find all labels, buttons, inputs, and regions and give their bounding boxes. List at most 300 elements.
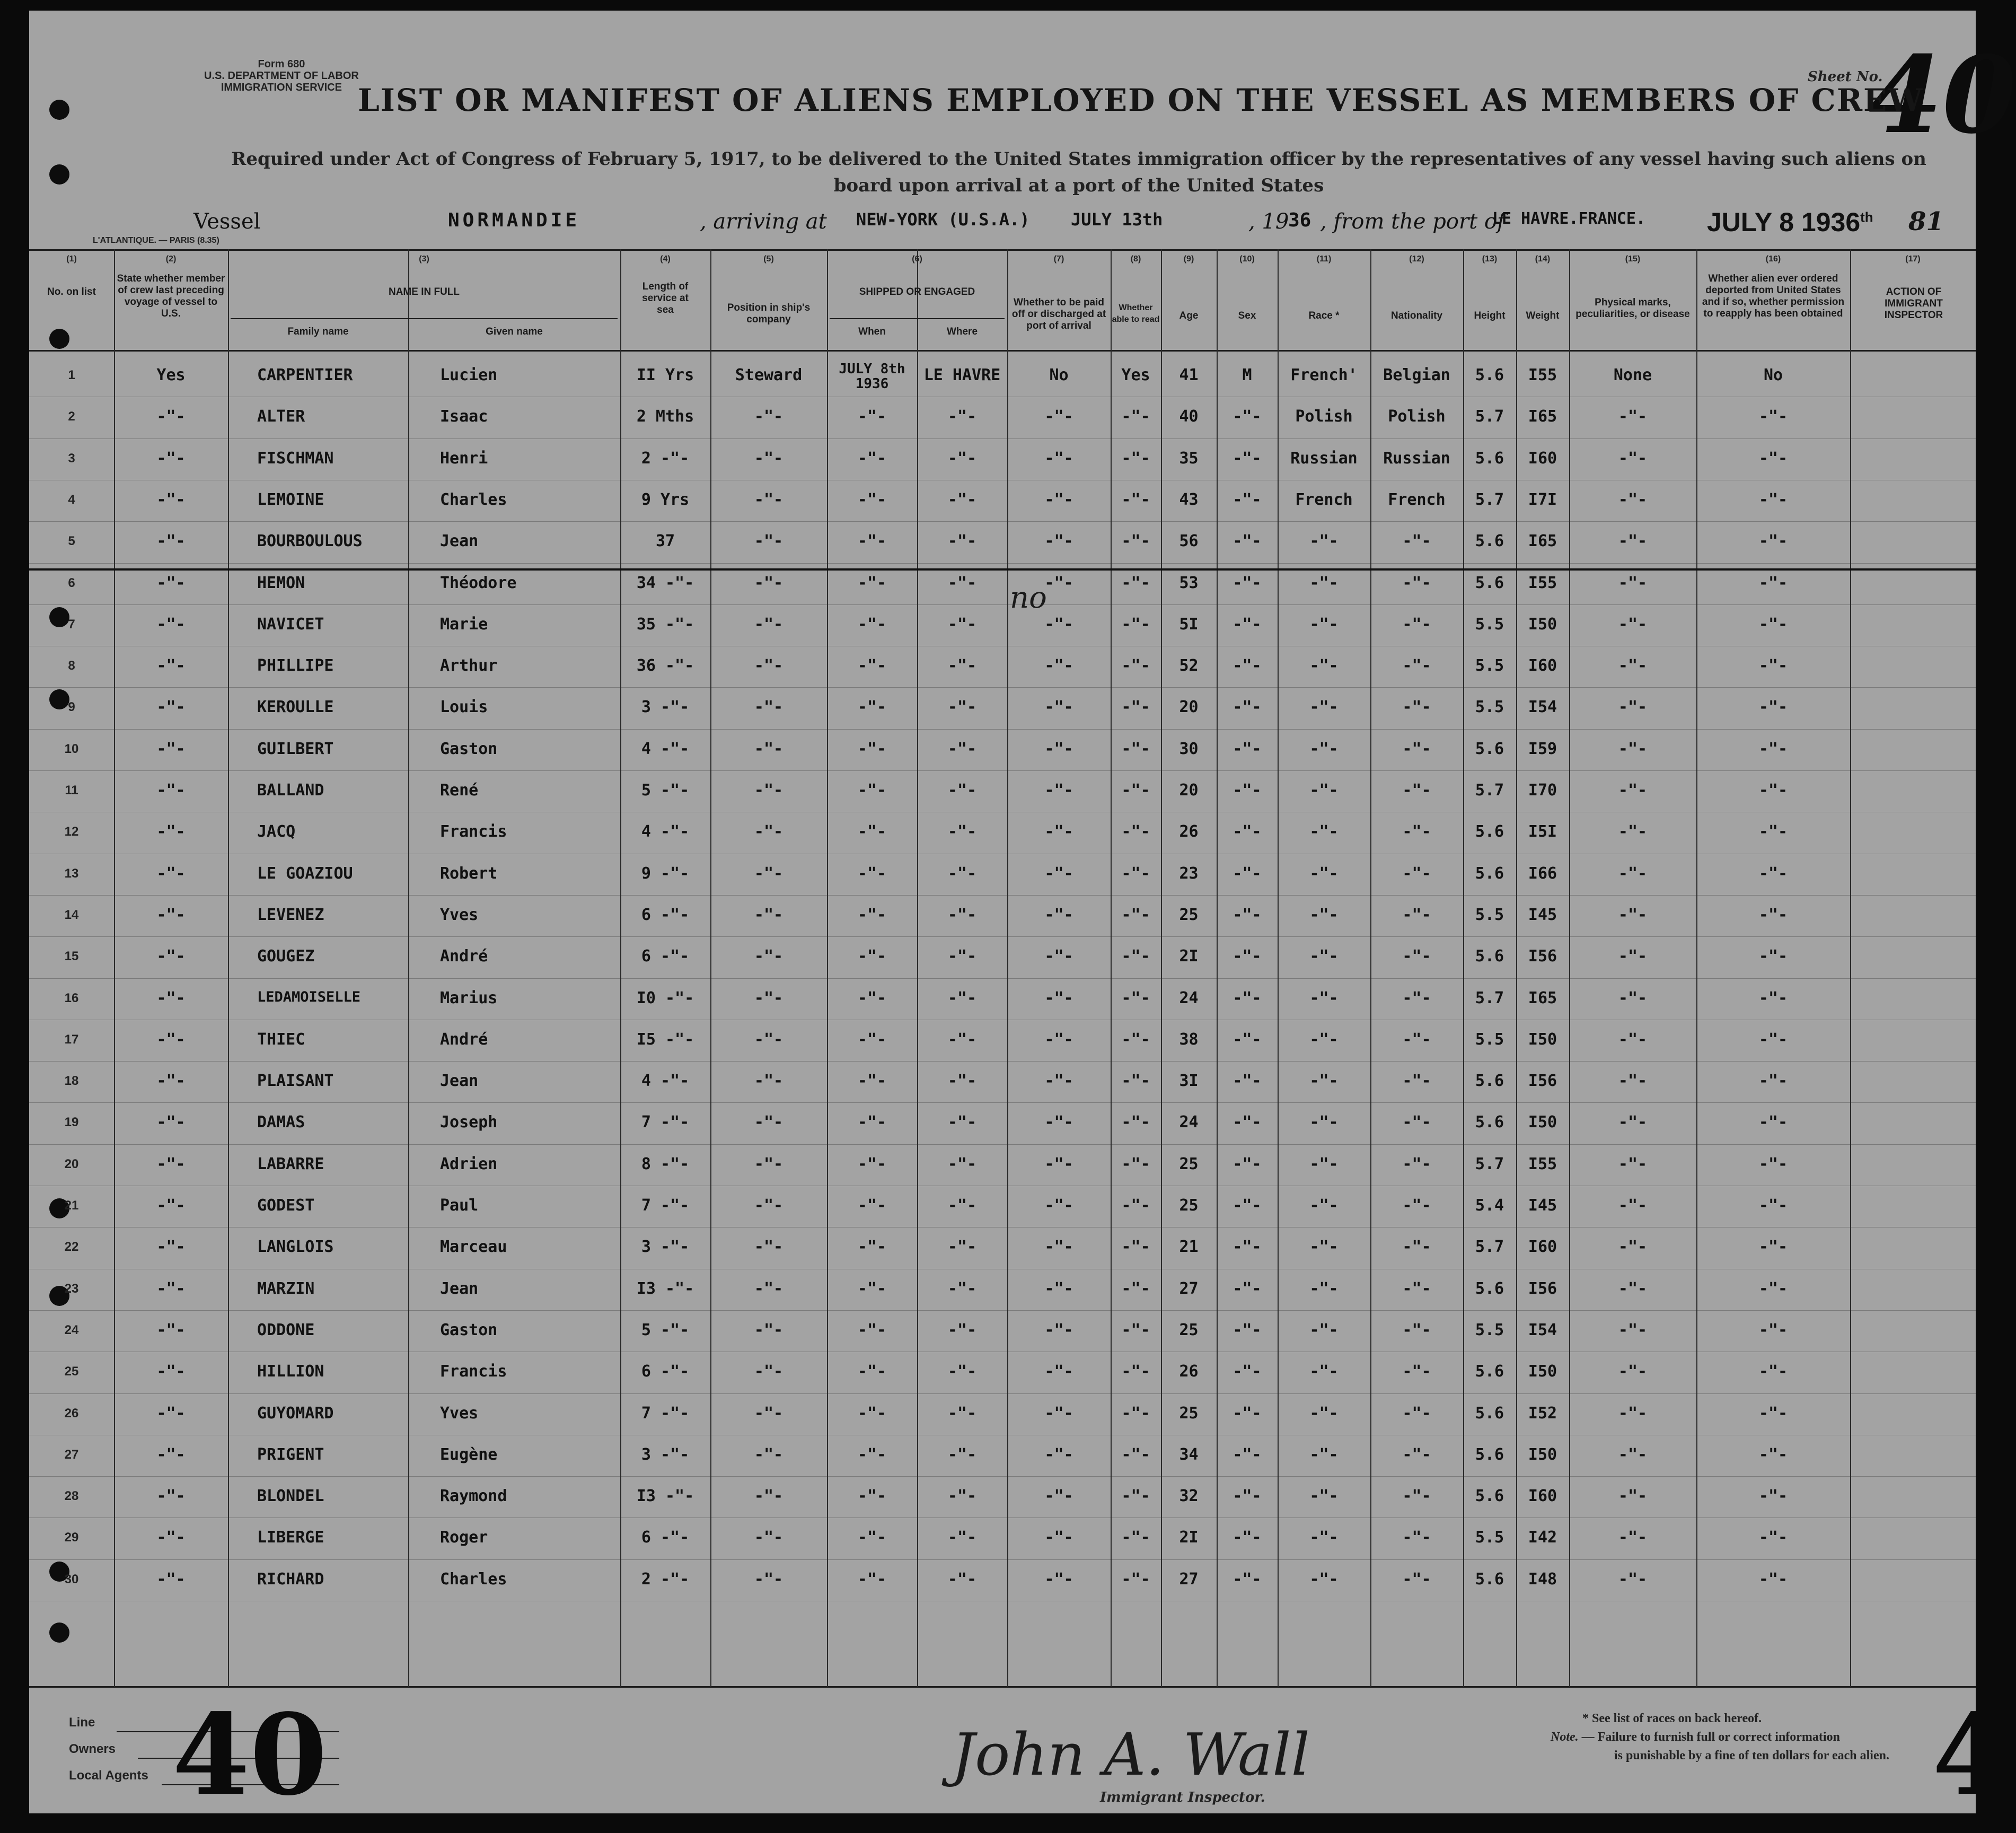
cell-paid: -"- xyxy=(1044,407,1073,426)
cell-service: 5 -"- xyxy=(641,781,690,800)
cell-family: BOURBOULOUS xyxy=(257,532,363,550)
cell-paid: -"- xyxy=(1044,906,1073,924)
cell-service: 6 -"- xyxy=(641,947,690,966)
cell-marks: None xyxy=(1613,366,1652,384)
cell-marks: -"- xyxy=(1618,407,1648,426)
sheet-number-label: Sheet No. xyxy=(1808,69,1883,85)
cell-marks: -"- xyxy=(1618,989,1648,1007)
cell-position: -"- xyxy=(754,407,783,426)
cell-paid: No xyxy=(1049,366,1069,384)
cell-marks: -"- xyxy=(1618,1030,1648,1049)
cell-sex: -"- xyxy=(1233,698,1262,716)
cell-weight: I54 xyxy=(1528,1321,1557,1339)
cell-family: BALLAND xyxy=(257,781,324,800)
cell-marks: -"- xyxy=(1618,947,1648,966)
cell-sex: -"- xyxy=(1233,574,1262,592)
cell-height: 5.7 xyxy=(1475,407,1504,426)
date-stamp xyxy=(1707,207,1873,238)
cell-position: -"- xyxy=(754,1362,783,1381)
cell-service: 35 -"- xyxy=(636,615,694,634)
cell-weight: I60 xyxy=(1528,1238,1557,1256)
cell-when: -"- xyxy=(857,1445,887,1464)
col-num-1: (1) xyxy=(66,255,77,264)
cell-nationality: -"- xyxy=(1402,615,1431,634)
column-rule xyxy=(228,249,229,1687)
cell-prev: -"- xyxy=(156,989,186,1007)
cell-age: 26 xyxy=(1179,822,1199,841)
cell-marks: -"- xyxy=(1618,864,1648,883)
cell-paid: -"- xyxy=(1044,656,1073,675)
table-top-rule xyxy=(29,249,1976,251)
cell-prev: -"- xyxy=(156,615,186,634)
cell-sex: -"- xyxy=(1233,1487,1262,1505)
cell-given: Gaston xyxy=(440,740,498,758)
cell-age: 35 xyxy=(1179,449,1199,468)
col-num-14: (14) xyxy=(1535,255,1551,264)
cell-position: -"- xyxy=(754,947,783,966)
cell-age: 25 xyxy=(1179,1321,1199,1339)
cell-when: -"- xyxy=(857,1238,887,1256)
cell-read: -"- xyxy=(1121,1279,1150,1298)
cell-position: -"- xyxy=(754,1072,783,1090)
col-num-11: (11) xyxy=(1316,255,1332,264)
col-sub-given: Given name xyxy=(486,326,543,337)
row-number: 18 xyxy=(64,1074,79,1088)
cell-sex: -"- xyxy=(1233,1362,1262,1381)
cell-age: 27 xyxy=(1179,1279,1199,1298)
cell-prev: -"- xyxy=(156,407,186,426)
cell-age: 25 xyxy=(1179,906,1199,924)
cell-position: -"- xyxy=(754,781,783,800)
cell-position: -"- xyxy=(754,1030,783,1049)
cell-prev: -"- xyxy=(156,906,186,924)
cell-deported: -"- xyxy=(1758,615,1788,634)
cell-age: 24 xyxy=(1179,1113,1199,1132)
cell-nationality: -"- xyxy=(1402,822,1431,841)
cell-read: -"- xyxy=(1121,1113,1150,1132)
cell-service: 37 xyxy=(655,532,675,550)
form-number-block xyxy=(204,58,359,93)
cell-family: MARZIN xyxy=(257,1279,315,1298)
cell-age: 23 xyxy=(1179,864,1199,883)
cell-position: -"- xyxy=(754,1321,783,1339)
cell-given: André xyxy=(440,947,488,966)
cell-height: 5.5 xyxy=(1475,698,1504,716)
cell-when: -"- xyxy=(857,1321,887,1339)
cell-marks: -"- xyxy=(1618,906,1648,924)
col-label-17: ACTION OF IMMIGRANT INSPECTOR xyxy=(1884,286,1943,321)
cell-height: 5.6 xyxy=(1475,1113,1504,1132)
cell-family: DAMAS xyxy=(257,1113,305,1132)
cell-race: Polish xyxy=(1295,407,1353,426)
cell-marks: -"- xyxy=(1618,615,1648,634)
cell-prev: -"- xyxy=(156,864,186,883)
cell-nationality: Polish xyxy=(1388,407,1446,426)
cell-service: 9 -"- xyxy=(641,864,690,883)
cell-height: 5.6 xyxy=(1475,1404,1504,1423)
cell-prev: -"- xyxy=(156,656,186,675)
cell-position: -"- xyxy=(754,1155,783,1173)
col-label-15: Physical marks, peculiarities, or disease xyxy=(1575,297,1690,320)
row-number: 28 xyxy=(64,1489,79,1503)
cell-paid: -"- xyxy=(1044,1279,1073,1298)
cell-race: -"- xyxy=(1309,1072,1339,1090)
cell-when: -"- xyxy=(857,1113,887,1132)
cell-race: -"- xyxy=(1309,1487,1339,1505)
cell-given: Louis xyxy=(440,698,488,716)
cell-paid: -"- xyxy=(1044,1072,1073,1090)
row-number: 26 xyxy=(64,1406,79,1420)
row-number: 12 xyxy=(64,825,79,839)
cell-deported: -"- xyxy=(1758,698,1788,716)
cell-marks: -"- xyxy=(1618,1487,1648,1505)
row-rule xyxy=(29,770,1976,771)
cell-weight: I65 xyxy=(1528,532,1557,550)
cell-height: 5.6 xyxy=(1475,1570,1504,1589)
col-label-5: Position in ship's company xyxy=(727,302,811,325)
cell-prev: -"- xyxy=(156,490,186,509)
cell-service: I3 -"- xyxy=(636,1487,694,1505)
cell-deported: -"- xyxy=(1758,1155,1788,1173)
cell-weight: I59 xyxy=(1528,740,1557,758)
cell-given: Arthur xyxy=(440,656,498,675)
cell-nationality: -"- xyxy=(1402,864,1431,883)
cell-family: LEDAMOISELLE xyxy=(257,989,361,1005)
row-rule xyxy=(29,1102,1976,1103)
cell-where: -"- xyxy=(947,1570,977,1589)
cell-race: -"- xyxy=(1309,698,1339,716)
races-note: * See list of races on back hereof. xyxy=(1582,1712,1762,1725)
cell-read: -"- xyxy=(1121,698,1150,716)
cell-given: Paul xyxy=(440,1196,479,1215)
punch-hole xyxy=(49,1622,69,1643)
cell-nationality: Russian xyxy=(1383,449,1450,468)
cell-age: 2I xyxy=(1179,947,1199,966)
cell-height: 5.6 xyxy=(1475,740,1504,758)
cell-prev: -"- xyxy=(156,1279,186,1298)
cell-given: Marius xyxy=(440,989,498,1007)
cell-weight: I55 xyxy=(1528,574,1557,592)
cell-weight: I66 xyxy=(1528,864,1557,883)
cell-read: -"- xyxy=(1121,532,1150,550)
cell-height: 5.6 xyxy=(1475,449,1504,468)
col-sub-where: Where xyxy=(946,326,978,337)
cell-position: -"- xyxy=(754,1196,783,1215)
handwritten-no: no xyxy=(1010,581,1047,615)
cell-paid: -"- xyxy=(1044,1362,1073,1381)
cell-read: -"- xyxy=(1121,1072,1150,1090)
cell-where: -"- xyxy=(947,1113,977,1132)
row-number: 8 xyxy=(68,659,75,673)
cell-where: -"- xyxy=(947,698,977,716)
cell-given: André xyxy=(440,1030,488,1049)
cell-where: -"- xyxy=(947,864,977,883)
cell-weight: I7I xyxy=(1528,490,1557,509)
cell-sex: -"- xyxy=(1233,532,1262,550)
cell-weight: I50 xyxy=(1528,1030,1557,1049)
cell-service: 7 -"- xyxy=(641,1404,690,1423)
cell-where: -"- xyxy=(947,449,977,468)
table-bottom-rule xyxy=(29,1686,1976,1688)
cell-position: -"- xyxy=(754,698,783,716)
cell-nationality: -"- xyxy=(1402,1487,1431,1505)
punch-hole xyxy=(49,100,69,120)
line-label: Line xyxy=(69,1715,95,1730)
cell-paid: -"- xyxy=(1044,1487,1073,1505)
cell-where: -"- xyxy=(947,1321,977,1339)
service-name: IMMIGRATION SERVICE xyxy=(221,82,342,93)
cell-where: -"- xyxy=(947,1528,977,1547)
cell-position: -"- xyxy=(754,1279,783,1298)
page-title: LIST OR MANIFEST OF ALIENS EMPLOYED ON THE VESSEL AS MEMBERS OF CREW xyxy=(358,82,1924,118)
cell-given: Eugène xyxy=(440,1445,498,1464)
cell-family: HILLION xyxy=(257,1362,324,1381)
arrival-date: JULY 13th xyxy=(1071,209,1163,230)
row-rule xyxy=(29,1393,1976,1394)
cell-when: -"- xyxy=(857,1196,887,1215)
row-number: 2 xyxy=(68,409,75,424)
arriving-label: , arriving at xyxy=(700,209,827,234)
cell-given: Joseph xyxy=(440,1113,498,1132)
cell-read: -"- xyxy=(1121,574,1150,592)
cell-family: LABARRE xyxy=(257,1155,324,1173)
cell-read: -"- xyxy=(1121,1404,1150,1423)
cell-where: -"- xyxy=(947,1155,977,1173)
cell-age: 20 xyxy=(1179,781,1199,800)
cell-prev: -"- xyxy=(156,1155,186,1173)
cell-when: -"- xyxy=(857,574,887,592)
cell-deported: -"- xyxy=(1758,1362,1788,1381)
cell-sex: -"- xyxy=(1233,781,1262,800)
cell-weight: I60 xyxy=(1528,449,1557,468)
cell-deported: -"- xyxy=(1758,1113,1788,1132)
cell-family: NAVICET xyxy=(257,615,324,634)
list-identifier: 81 xyxy=(1908,207,1944,236)
cell-marks: -"- xyxy=(1618,532,1648,550)
cell-service: 6 -"- xyxy=(641,906,690,924)
cell-paid: -"- xyxy=(1044,1238,1073,1256)
cell-prev: -"- xyxy=(156,1404,186,1423)
cell-nationality: French xyxy=(1388,490,1446,509)
cell-when: -"- xyxy=(857,1279,887,1298)
cell-weight: I65 xyxy=(1528,989,1557,1007)
row-rule xyxy=(29,1559,1976,1560)
cell-prev: -"- xyxy=(156,1487,186,1505)
cell-nationality: -"- xyxy=(1402,1030,1431,1049)
cell-height: 5.5 xyxy=(1475,906,1504,924)
cell-race: -"- xyxy=(1309,656,1339,675)
col-label-13: Height xyxy=(1474,310,1506,321)
cell-position: -"- xyxy=(754,906,783,924)
cell-age: 26 xyxy=(1179,1362,1199,1381)
cell-family: GUILBERT xyxy=(257,740,334,758)
cell-paid: -"- xyxy=(1044,615,1073,634)
col-label-6: SHIPPED OR ENGAGED xyxy=(859,286,975,297)
cell-read: -"- xyxy=(1121,615,1150,634)
cell-deported: -"- xyxy=(1758,1030,1788,1049)
date-stamp-sup: th xyxy=(1860,209,1873,225)
cell-paid: -"- xyxy=(1044,1030,1073,1049)
cell-race: -"- xyxy=(1309,906,1339,924)
cell-marks: -"- xyxy=(1618,1113,1648,1132)
row-number: 29 xyxy=(64,1530,79,1545)
cell-read: -"- xyxy=(1121,490,1150,509)
row-number: 30 xyxy=(64,1572,79,1586)
cell-family: CARPENTIER xyxy=(257,366,353,384)
cell-sex: -"- xyxy=(1233,947,1262,966)
cell-sex: M xyxy=(1242,366,1252,384)
cell-paid: -"- xyxy=(1044,1445,1073,1464)
col-num-9: (9) xyxy=(1183,255,1194,264)
cell-family: GODEST xyxy=(257,1196,315,1215)
cell-paid: -"- xyxy=(1044,947,1073,966)
cell-paid: -"- xyxy=(1044,1196,1073,1215)
cell-weight: I55 xyxy=(1528,1155,1557,1173)
cell-when: -"- xyxy=(857,781,887,800)
cell-position: -"- xyxy=(754,656,783,675)
cell-given: Francis xyxy=(440,1362,507,1381)
row-number: 27 xyxy=(64,1448,79,1462)
cell-where: -"- xyxy=(947,1487,977,1505)
cell-deported: No xyxy=(1763,366,1783,384)
cell-age: 20 xyxy=(1179,698,1199,716)
cell-marks: -"- xyxy=(1618,449,1648,468)
cell-race: -"- xyxy=(1309,1196,1339,1215)
cell-race: -"- xyxy=(1309,1155,1339,1173)
cell-sex: -"- xyxy=(1233,1155,1262,1173)
inspector-label: Immigrant Inspector. xyxy=(1100,1790,1265,1805)
cell-sex: -"- xyxy=(1233,449,1262,468)
cell-age: 41 xyxy=(1179,366,1199,384)
cell-family: THIEC xyxy=(257,1030,305,1049)
cell-prev: -"- xyxy=(156,1321,186,1339)
row-number: 16 xyxy=(64,991,79,1005)
cell-age: 2I xyxy=(1179,1528,1199,1547)
cell-when: -"- xyxy=(857,1030,887,1049)
table-header-rule xyxy=(29,350,1976,352)
cell-where: -"- xyxy=(947,947,977,966)
cell-deported: -"- xyxy=(1758,989,1788,1007)
cell-where: -"- xyxy=(947,532,977,550)
cell-nationality: -"- xyxy=(1402,1155,1431,1173)
cell-read: -"- xyxy=(1121,1155,1150,1173)
cell-when: -"- xyxy=(857,532,887,550)
cell-when: -"- xyxy=(857,1072,887,1090)
cell-service: 8 -"- xyxy=(641,1155,690,1173)
cell-sex: -"- xyxy=(1233,1321,1262,1339)
cell-deported: -"- xyxy=(1758,407,1788,426)
cell-race: -"- xyxy=(1309,781,1339,800)
cell-weight: I60 xyxy=(1528,656,1557,675)
cell-nationality: -"- xyxy=(1402,1196,1431,1215)
cell-prev: -"- xyxy=(156,781,186,800)
inspector-signature: John A. Wall xyxy=(952,1721,1310,1788)
cell-marks: -"- xyxy=(1618,1279,1648,1298)
cell-age: 38 xyxy=(1179,1030,1199,1049)
cell-family: ODDONE xyxy=(257,1321,315,1339)
cell-deported: -"- xyxy=(1758,656,1788,675)
cell-when: -"- xyxy=(857,864,887,883)
cell-read: -"- xyxy=(1121,740,1150,758)
cell-marks: -"- xyxy=(1618,490,1648,509)
row-number: 22 xyxy=(64,1240,79,1254)
cell-nationality: -"- xyxy=(1402,1238,1431,1256)
cell-age: 27 xyxy=(1179,1570,1199,1589)
vessel-label: Vessel xyxy=(193,209,261,234)
vessel-name: NORMANDIE xyxy=(448,209,580,231)
cell-race: -"- xyxy=(1309,1238,1339,1256)
cell-race: -"- xyxy=(1309,1528,1339,1547)
cell-age: 25 xyxy=(1179,1404,1199,1423)
cell-where: -"- xyxy=(947,1404,977,1423)
cell-prev: -"- xyxy=(156,1362,186,1381)
cell-height: 5.6 xyxy=(1475,1072,1504,1090)
cell-marks: -"- xyxy=(1618,1404,1648,1423)
row-5-strike-through xyxy=(29,568,1976,571)
cell-paid: -"- xyxy=(1044,574,1073,592)
cell-sex: -"- xyxy=(1233,1072,1262,1090)
cell-when: -"- xyxy=(857,1570,887,1589)
cell-position: -"- xyxy=(754,1113,783,1132)
cell-age: 43 xyxy=(1179,490,1199,509)
cell-family: BLONDEL xyxy=(257,1487,324,1505)
row-rule xyxy=(29,895,1976,896)
col-label-14: Weight xyxy=(1526,310,1560,321)
col-num-10: (10) xyxy=(1239,255,1255,264)
cell-prev: -"- xyxy=(156,1113,186,1132)
cell-where: -"- xyxy=(947,1279,977,1298)
cell-deported: -"- xyxy=(1758,1072,1788,1090)
cell-service: I5 -"- xyxy=(636,1030,694,1049)
col-label-3: NAME IN FULL xyxy=(388,286,460,297)
cell-age: 56 xyxy=(1179,532,1199,550)
cell-marks: -"- xyxy=(1618,822,1648,841)
cell-service: 6 -"- xyxy=(641,1362,690,1381)
cell-weight: I70 xyxy=(1528,781,1557,800)
cell-family: KEROULLE xyxy=(257,698,334,716)
cell-read: -"- xyxy=(1121,1238,1150,1256)
cell-marks: -"- xyxy=(1618,1570,1648,1589)
row-number: 6 xyxy=(68,576,75,590)
cell-age: 24 xyxy=(1179,989,1199,1007)
cell-height: 5.7 xyxy=(1475,1238,1504,1256)
cell-height: 5.7 xyxy=(1475,989,1504,1007)
cell-service: 2 -"- xyxy=(641,1570,690,1589)
cell-family: LIBERGE xyxy=(257,1528,324,1547)
row-number: 24 xyxy=(64,1323,79,1337)
cell-where: LE HAVRE xyxy=(923,366,1001,384)
cell-given: Roger xyxy=(440,1528,488,1547)
row-number: 1 xyxy=(68,368,75,382)
cell-weight: I5I xyxy=(1528,822,1557,841)
cell-height: 5.7 xyxy=(1475,1155,1504,1173)
row-rule xyxy=(29,687,1976,688)
cell-nationality: -"- xyxy=(1402,1528,1431,1547)
cell-weight: I60 xyxy=(1528,1487,1557,1505)
cell-when: -"- xyxy=(857,1362,887,1381)
row-rule xyxy=(29,521,1976,522)
cell-age: 5I xyxy=(1179,615,1199,634)
cell-read: -"- xyxy=(1121,656,1150,675)
cell-nationality: -"- xyxy=(1402,698,1431,716)
cell-weight: I56 xyxy=(1528,1279,1557,1298)
cell-when: -"- xyxy=(857,407,887,426)
cell-family: LEMOINE xyxy=(257,490,324,509)
cell-nationality: -"- xyxy=(1402,532,1431,550)
cell-given: Francis xyxy=(440,822,507,841)
col-num-4: (4) xyxy=(660,255,671,264)
cell-position: -"- xyxy=(754,1528,783,1547)
